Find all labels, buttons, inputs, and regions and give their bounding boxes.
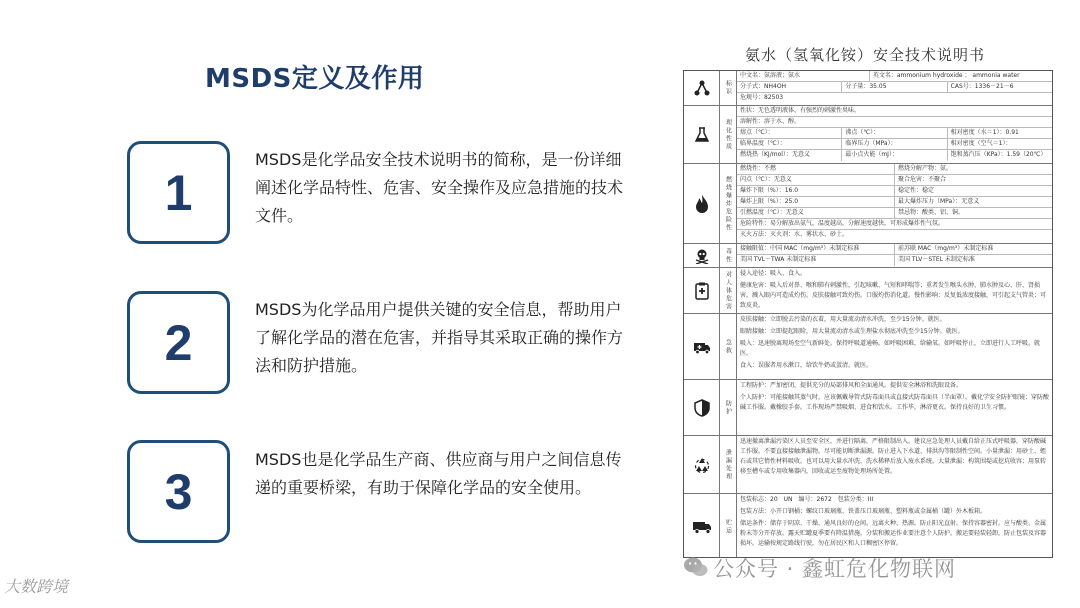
table-cell: 稳定性：稳定	[898, 187, 935, 194]
section-storage-transport	[684, 494, 1052, 558]
section-body	[737, 268, 1052, 313]
table-row	[737, 186, 1052, 197]
section-label: 标识	[720, 71, 737, 105]
table-cell: 分子量：35.05	[842, 82, 947, 92]
number-box-3	[127, 440, 230, 543]
table-cell: 危规号：82503	[740, 94, 784, 101]
health-icon	[684, 268, 720, 313]
table-cell: 溶解性：溶于水、醇。	[740, 118, 801, 125]
table-row	[737, 164, 1052, 175]
table-cell: 临界温度（℃）：	[737, 139, 842, 149]
truck-icon	[684, 494, 720, 558]
section-physical-chemical	[684, 106, 1052, 164]
table-row	[737, 230, 1052, 241]
table-cell: 前苏联 MAC（mg/m³）未制定标准	[898, 245, 994, 252]
section-label: 燃烧爆炸危险性	[720, 164, 737, 243]
paragraph: 包装方法：小开口钢桶；螺纹口玻璃瓶、铁盖压口玻璃瓶、塑料瓶或金属桶（罐）外木板箱。	[740, 508, 987, 515]
watermark-text: 公众号 · 鑫虹危化物联网	[713, 557, 957, 581]
molecule-icon	[684, 71, 720, 105]
section-label: 毒性	[720, 244, 737, 267]
table-cell: 相对密度（水＝1）：0.91	[950, 129, 1019, 136]
section-body	[737, 314, 1052, 379]
table-cell: 灭火方法：灭火剂：水、雾状水、砂土。	[740, 231, 849, 238]
paragraph: 吸入：迅速脱离现场至空气新鲜处。保持呼吸道通畅。如呼吸困难，给输氧。如呼吸停止，立即进行人工呼吸。就医。	[740, 340, 1041, 357]
section-body	[737, 436, 1052, 493]
number-1: 1	[164, 164, 193, 221]
corner-logo: 大数跨境	[4, 577, 69, 596]
paragraph: 侵入途径：吸入、食入。	[740, 270, 807, 277]
table-row	[737, 197, 1052, 208]
section-protection	[684, 380, 1052, 436]
number-3: 3	[164, 463, 193, 520]
table-cell: 美国 TLV－STEL 未制定标准	[898, 256, 975, 263]
table-row	[737, 208, 1052, 219]
table-cell: 闪点（℃）：无意义	[737, 175, 895, 185]
paragraph: 健康危害：吸入后对鼻、喉和肺有刺激性，引起咳嗽、气短和哮喘等；重者发生喉头水肿、肺水肿及心、肝、肾损害。溅入眼内可造成灼伤。皮肤接触可致灼伤。口服灼伤消化道。慢性影响：反复低浓度接触，可引起支气管炎；可致皮炎。	[740, 282, 1047, 309]
section-body	[737, 164, 1052, 243]
table-cell: 分子式：NH4OH	[737, 82, 842, 92]
flask-icon	[684, 106, 720, 163]
table-cell: CAS号：1336－21－6	[950, 83, 1014, 90]
skull-icon	[684, 244, 720, 267]
number-box-2	[127, 291, 230, 394]
number-box-1	[127, 141, 230, 244]
paragraph: 储运条件：储存于阴凉、干燥、通风良好的仓间。远离火种、热源。防止阳光直射。保持容器密封。应与酸类、金属粉末等分开存放。露天贮罐夏季要有降温措施。分装和搬运作业要注意个人防护。搬运要轻装轻卸，防止包装及容器损坏。运输按规定路线行驶，勿在居民区和人口稠密区停留。	[740, 520, 1047, 547]
msds-sheet	[683, 70, 1053, 558]
table-cell: 相对密度（空气＝1）：	[950, 140, 1012, 147]
table-cell: 饱和蒸汽压（KPa）：1.59（20℃）	[950, 151, 1047, 158]
paragraph: 皮肤接触：立即脱去污染的衣着，用大量流动清水冲洗，至少15分钟。就医。	[740, 316, 946, 323]
table-cell: 禁忌物：酸类、铝、铜。	[898, 209, 965, 216]
page-title: MSDS定义及作用	[205, 64, 425, 94]
section-body	[737, 71, 1052, 105]
item-description-2: MSDS为化学品用户提供关键的安全信息，帮助用户了解化学品的潜在危害，并指导其采取正确的操作方法和防护措施。	[255, 300, 624, 375]
wechat-icon	[683, 556, 709, 582]
table-cell: 最小点火能（mJ）：	[842, 150, 947, 161]
recycle-icon	[684, 436, 720, 493]
table-row	[737, 71, 1052, 82]
table-cell: 燃烧性：不燃	[737, 164, 895, 174]
flame-icon	[684, 164, 720, 243]
item-description-1: MSDS是化学品安全技术说明书的简称，是一份详细阐述化学品特性、危害、安全操作及应急措施的技术文件。	[255, 150, 624, 225]
paragraph: 眼睛接触：立即提起眼睑，用大量流动清水或生理盐水彻底冲洗至少15分钟。就医。	[740, 328, 964, 335]
table-row	[737, 106, 1052, 117]
table-cell: 燃烧分解产物：氨。	[898, 165, 953, 172]
table-cell: 燃烧热（KJ/mol）：无意义	[737, 150, 842, 161]
paragraph: 包装标志：20 UN 编号：2672 包装分类：III	[740, 496, 874, 503]
section-label: 对人体危害	[720, 268, 737, 313]
section-first-aid	[684, 314, 1052, 380]
paragraph: 迅速撤离泄漏污染区人员至安全区，并进行隔离，严格限制出入。建议应急处理人员戴自给正压式呼吸器，穿防酸碱工作服。不要直接接触泄漏物。尽可能切断泄漏源。防止进入下水道、排洪沟等限制性空间。小量泄漏：用砂土、蛭石或其它惰性材料吸收。也可以用大量水冲洗，洗水稀释后放入废水系统。大量泄漏：构筑围堤或挖坑收容；用泵转移至槽车或专用收集器内，回收或运至废物处理场所处置。	[740, 438, 1047, 475]
section-identification	[684, 71, 1052, 106]
ambulance-icon	[684, 314, 720, 379]
table-row	[737, 150, 1052, 161]
table-row	[737, 255, 1052, 266]
table-cell: 引燃温度（℃）：无意义	[737, 208, 895, 218]
section-label: 防护	[720, 380, 737, 435]
table-cell: 中文名：氨溶液；氨水	[737, 71, 870, 81]
table-cell: 危险特性：易分解放出氨气，温度越高，分解速度越快，可形成爆炸性气氛。	[740, 220, 945, 227]
paragraph: 个人防护：可能接触其蒸气时，应该佩戴导管式防毒面具或直接式防毒面具（半面罩）。戴化学安全防护眼镜；穿防酸碱工作服。戴橡胶手套。工作现场严禁吸烟、进食和饮水。工作毕，淋浴更衣。保持良好的卫生习惯。	[740, 394, 1050, 411]
section-body	[737, 380, 1052, 435]
table-cell: 临界压力（MPa）：	[842, 139, 947, 149]
number-2: 2	[164, 314, 193, 371]
table-row	[737, 175, 1052, 186]
table-cell: 接触限值：中国 MAC（mg/m³）未制定标准	[737, 244, 895, 254]
table-row	[737, 219, 1052, 230]
table-row	[737, 82, 1052, 93]
section-body	[737, 494, 1052, 558]
section-label: 理化性质	[720, 106, 737, 163]
table-cell: 熔点（℃）：	[737, 128, 842, 138]
table-row	[737, 244, 1052, 255]
table-cell: 爆炸上限（%）：25.0	[737, 197, 895, 207]
section-toxicity	[684, 244, 1052, 268]
shield-icon	[684, 380, 720, 435]
section-leak-handling	[684, 436, 1052, 494]
table-cell: 沸点（℃）：	[842, 128, 947, 138]
section-label: 贮运	[720, 494, 737, 558]
table-row	[737, 128, 1052, 139]
section-label: 泄漏处理	[720, 436, 737, 493]
table-row	[737, 93, 1052, 104]
item-description-3: MSDS也是化学品生产商、供应商与用户之间信息传递的重要桥梁，有助于保障化学品的安全使用。	[255, 450, 622, 497]
section-body	[737, 106, 1052, 163]
section-fire-explosion	[684, 164, 1052, 244]
table-cell: 最大爆炸压力（MPa）：无意义	[898, 198, 980, 205]
section-label: 急救	[720, 314, 737, 379]
table-row	[737, 117, 1052, 128]
table-cell: 爆炸下限（%）：16.0	[737, 186, 895, 196]
section-health-hazards	[684, 268, 1052, 314]
paragraph: 食入：误服者用水漱口，给饮牛奶或蛋清。就医。	[740, 362, 873, 369]
table-cell: 英文名：ammonium hydroxide ； ammonia water	[872, 72, 1020, 79]
table-cell: 性状：无色透明液体，有强烈的刺激性臭味。	[740, 107, 861, 114]
msds-document-title: 氨水（氢氧化铵）安全技术说明书	[745, 46, 986, 64]
table-cell: 聚合危害：不聚合	[898, 176, 947, 183]
paragraph: 工程防护：严加密闭，提供充分的局部排风和全面通风。提供安全淋浴和洗眼设备。	[740, 382, 963, 389]
section-body	[737, 244, 1052, 267]
table-row	[737, 139, 1052, 150]
table-cell: 美国 TVL－TWA 未制定标准	[737, 255, 895, 266]
